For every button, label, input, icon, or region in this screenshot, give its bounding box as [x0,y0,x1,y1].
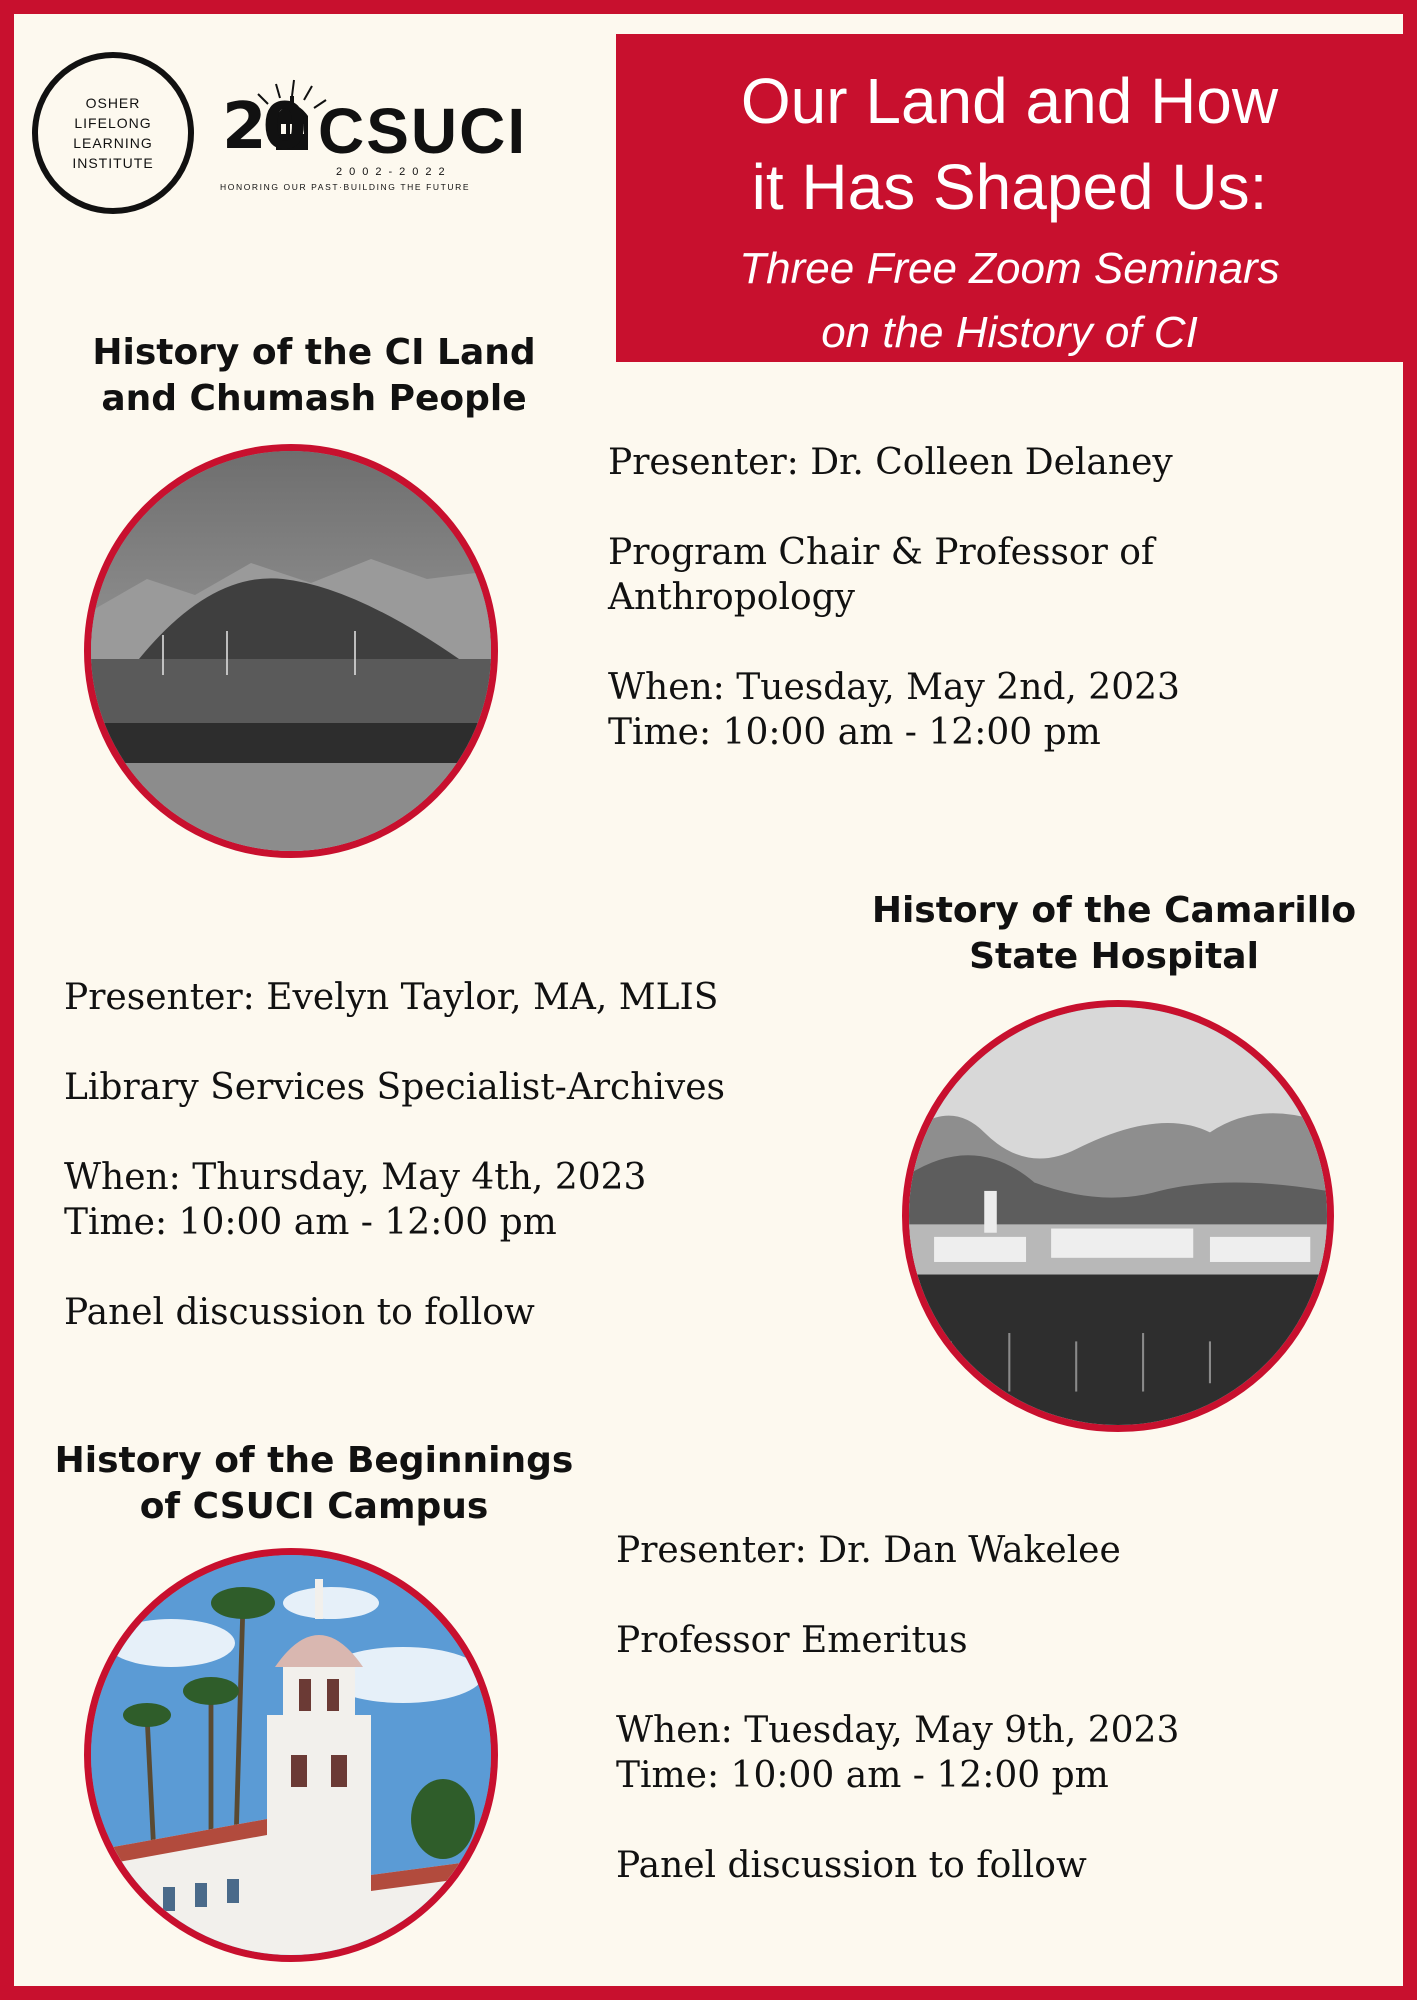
campus-bell-tower-photo [84,1548,498,1962]
role-text: Professor Emeritus [616,1620,968,1661]
title-banner [616,34,1403,362]
banner-title-line: Our Land and How [740,65,1279,137]
seminar-title-line: of CSUCI Campus [139,1486,489,1527]
note-text: Panel discussion to follow [64,1292,535,1333]
seminar-title-line: State Hospital [969,936,1259,977]
date-text: When: Tuesday, May 2nd, 2023 [608,667,1180,708]
time-text: Time: 10:00 am - 12:00 pm [608,712,1101,753]
presenter-text: Presenter: Evelyn Taylor, MA, MLIS [64,977,719,1018]
seminar-title-line: History of the Beginnings [54,1440,574,1481]
seminar-title-line: History of the CI Land [92,332,536,373]
presenter-text: Presenter: Dr. Dan Wakelee [616,1530,1121,1571]
csuci-logo-number: 20 [222,90,304,164]
time-text: Time: 10:00 am - 12:00 pm [616,1755,1109,1796]
hospital-photo [902,1000,1334,1432]
role-text: Program Chair & Professor of [608,532,1155,573]
date-text: When: Tuesday, May 9th, 2023 [616,1710,1180,1751]
role-text: Library Services Specialist-Archives [64,1067,726,1108]
time-text: Time: 10:00 am - 12:00 pm [64,1202,557,1243]
csuci-anniversary-logo [214,76,554,196]
seminar-1-title [54,330,574,422]
banner-subtitle-line: on the History of CI [821,308,1198,357]
presenter-text: Presenter: Dr. Colleen Delaney [608,442,1173,483]
seminar-2-title [854,888,1374,980]
osher-logo-line: LIFELONG [74,115,152,131]
osher-logo-line: INSTITUTE [72,155,154,171]
banner-title-line: it Has Shaped Us: [751,151,1268,223]
osher-logo-line: OSHER [85,95,141,111]
flyer-page [14,14,1403,1986]
csuci-logo-wordmark: CSUCI [318,95,528,167]
seminar-title-line: History of the Camarillo [871,890,1357,931]
role-text: Anthropology [608,577,856,618]
seminar-title-line: and Chumash People [101,378,527,419]
seminar-3-details [616,1528,1179,1888]
osher-institute-logo [32,52,194,214]
banner-subtitle-line: Three Free Zoom Seminars [739,244,1280,293]
seminar-1-details [608,440,1180,755]
osher-logo-line: LEARNING [73,135,153,151]
note-text: Panel discussion to follow [616,1845,1087,1886]
seminar-2-details [64,975,725,1335]
csuci-logo-tagline: HONORING OUR PAST·BUILDING THE FUTURE [220,182,471,192]
seminar-3-title [54,1438,574,1530]
date-text: When: Thursday, May 4th, 2023 [64,1157,647,1198]
land-photo [84,444,498,858]
csuci-logo-years: 2002-2022 [336,166,452,178]
